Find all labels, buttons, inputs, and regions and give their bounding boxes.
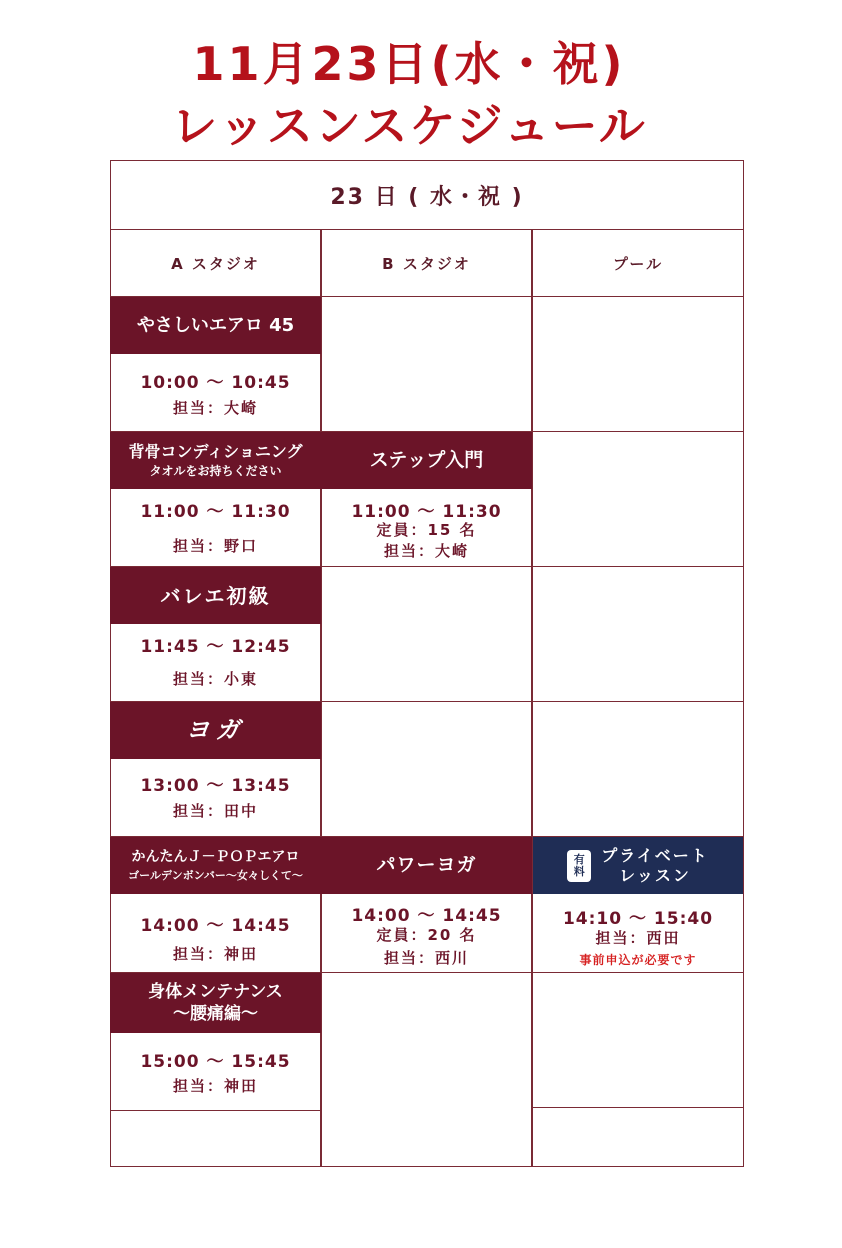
lesson-name: ステップ入門 <box>369 449 484 472</box>
studio-header-a: A スタジオ <box>110 229 321 297</box>
cell-pool-row4 <box>532 701 744 837</box>
lesson-time-a3: 11:45 〜 12:45 <box>140 637 291 657</box>
lesson-time-p5: 14:10 〜 15:40 <box>562 909 714 929</box>
lesson-title-a1 <box>110 297 321 354</box>
lesson-instructor-a4: 担当：田中 <box>172 802 258 820</box>
lesson-capacity-b2: 定員：15 名 <box>376 521 477 539</box>
lesson-time-a5: 14:00 〜 14:45 <box>140 916 291 936</box>
lesson-time-a1: 10:00 〜 10:45 <box>140 373 291 393</box>
paid-badge-top: 有 <box>573 852 585 866</box>
lesson-name-line1: プライベート <box>601 846 709 866</box>
studio-header-b: B スタジオ <box>321 229 532 297</box>
lesson-title-b5 <box>321 837 532 894</box>
lesson-name: 背骨コンディショニング <box>128 442 303 462</box>
studio-header-pool: プール <box>532 229 744 297</box>
lesson-subtitle: タオルをお持ちください <box>149 464 282 479</box>
lesson-instructor-a1: 担当：大崎 <box>172 399 258 417</box>
cell-pool-row2 <box>532 431 744 567</box>
cell-pool-row3 <box>532 566 744 702</box>
lesson-capacity-b5: 定員：20 名 <box>376 926 477 944</box>
lesson-time-b5: 14:00 〜 14:45 <box>351 906 502 926</box>
paid-badge-icon <box>567 850 591 882</box>
lesson-name: かんたんＪ－ＰＯＰエアロ <box>131 849 300 865</box>
lesson-instructor-a2: 担当：野口 <box>172 537 258 555</box>
lesson-title-b2 <box>321 432 532 489</box>
page-title-date: 11月23日(水・祝) <box>192 37 626 91</box>
lesson-time-a4: 13:00 〜 13:45 <box>140 776 291 796</box>
day-header: 23 日 ( 水・祝 ) <box>110 160 744 230</box>
lesson-name-line2: レッスン <box>619 865 691 885</box>
lesson-name: バレエ初級 <box>160 583 271 608</box>
lesson-instructor-b5: 担当：西川 <box>383 949 469 967</box>
lesson-title-a5 <box>110 837 321 894</box>
lesson-name: 身体メンテナンス <box>148 981 283 1002</box>
lesson-name: ヨガ <box>185 716 246 745</box>
lesson-time-a2: 11:00 〜 11:30 <box>140 502 291 522</box>
lesson-title-p5 <box>533 837 743 894</box>
lesson-title-a4 <box>110 702 321 759</box>
cell-pool-row6 <box>532 972 744 1108</box>
lesson-title-a6 <box>110 973 321 1033</box>
lesson-name: やさしいエアロ 45 <box>136 314 295 336</box>
lesson-title-a3 <box>110 567 321 624</box>
lesson-instructor-a3: 担当：小東 <box>172 670 258 688</box>
lesson-time-a6: 15:00 〜 15:45 <box>140 1052 291 1072</box>
cell-b-row3 <box>321 566 532 702</box>
lesson-instructor-a5: 担当：神田 <box>172 945 258 963</box>
cell-b-row6 <box>321 972 532 1167</box>
cell-pool-row7 <box>532 1107 744 1167</box>
cell-b-row4 <box>321 701 532 837</box>
lesson-instructor-b2: 担当：大崎 <box>383 542 469 560</box>
paid-badge-bottom: 料 <box>573 864 585 878</box>
cell-a-row7 <box>110 1110 321 1167</box>
lesson-instructor-p5: 担当：西田 <box>595 929 681 947</box>
lesson-title-a2 <box>110 432 321 489</box>
lesson-name: パワーヨガ <box>376 854 477 877</box>
lesson-instructor-a6: 担当：神田 <box>172 1077 258 1095</box>
lesson-subtitle: ゴールデンボンバー〜女々しくて〜 <box>128 868 303 882</box>
cell-pool-row1 <box>532 296 744 432</box>
lesson-time-b2: 11:00 〜 11:30 <box>351 502 502 522</box>
page-title-schedule: レッスンスケジュール <box>171 99 647 153</box>
lesson-note-p5: 事前申込が必要です <box>579 953 697 967</box>
lesson-subtitle: 〜腰痛編〜 <box>173 1004 258 1024</box>
cell-b-row1 <box>321 296 532 432</box>
